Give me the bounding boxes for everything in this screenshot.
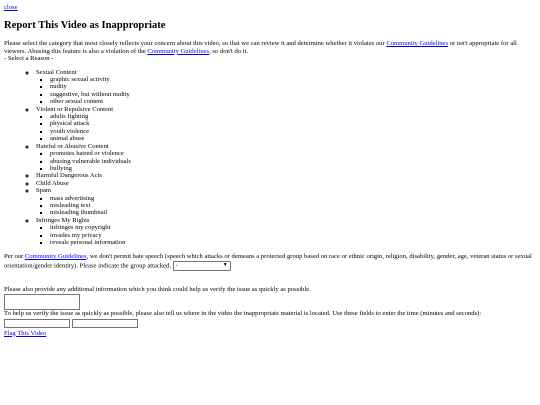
community-guidelines-link-3[interactable]: Community Guidelines — [24, 253, 87, 261]
reason-item[interactable] — [36, 180, 536, 187]
subreason-item[interactable]: ▪ physical attack — [50, 120, 536, 127]
subreason-list — [36, 224, 536, 246]
intro-text — [4, 40, 536, 55]
flag-video-link[interactable]: Flag This Video — [4, 329, 47, 337]
reason-list — [4, 69, 536, 247]
subreason-item[interactable]: ▪ adults fighting — [50, 113, 536, 120]
hate-text-part2: , we don't permit hate speech (speech which attacks or demeans a protected group based on race or ethnic origin, religion, disability, gender, age, veteran status or sexual orientation/gender identity). Please indicate the group attacked. — [4, 253, 532, 270]
subreason-item[interactable]: ▪ youth violence — [50, 128, 536, 135]
subreason-item[interactable]: ▪ infringes my copyright — [50, 224, 536, 231]
reason-item[interactable] — [36, 172, 536, 179]
subreason-item[interactable]: ▪ bullying — [50, 165, 536, 172]
reason-label: Child Abuse — [36, 179, 69, 187]
intro-text-part2: or isn't appropriate for all viewers. Abusing this feature is also a violation of the — [4, 40, 517, 55]
subreason-list — [36, 76, 536, 106]
subreason-list — [36, 195, 536, 217]
reason-label: Infringes My Rights — [36, 216, 90, 224]
reason-item[interactable] — [36, 106, 536, 143]
select-reason-label[interactable]: - Select a Reason - — [4, 55, 54, 63]
reason-item[interactable] — [36, 187, 536, 217]
time-hint-text: To help us verify the issue as quickly as possible, please also tell us where in the video the inappropriate material is located. Use these fields to enter the time (minutes and seconds): — [4, 310, 482, 318]
subreason-item[interactable]: ▪ reveals personal information — [50, 239, 536, 246]
reason-item[interactable] — [36, 217, 536, 247]
group-attacked-select-value: - — [175, 262, 178, 269]
subreason-item[interactable]: ▪ animal abuse — [50, 135, 536, 142]
subreason-item[interactable]: ▪ misleading text — [50, 202, 536, 209]
subreason-item[interactable]: ▪ suggestive, but without nudity — [50, 91, 536, 98]
hate-text-part1: Per our — [4, 253, 25, 261]
community-guidelines-link-2[interactable]: Community Guidelines — [147, 47, 210, 55]
intro-text-part3: , so don't do it. — [209, 47, 249, 55]
minutes-input[interactable] — [4, 319, 70, 328]
reason-label: Hateful or Abusive Content — [36, 142, 109, 150]
additional-info-textarea[interactable] — [4, 294, 80, 310]
subreason-item[interactable]: ▪ promotes hatred or violence — [50, 150, 536, 157]
subreason-item[interactable]: ▪ abusing vulnerable individuals — [50, 158, 536, 165]
reason-label: Spam — [36, 187, 52, 195]
subreason-item[interactable]: ▪ nudity — [50, 83, 536, 90]
close-link[interactable]: close — [4, 4, 18, 11]
time-inputs — [4, 319, 536, 328]
reason-item[interactable] — [36, 69, 536, 106]
subreason-item[interactable]: ▪ invades my privacy — [50, 232, 536, 239]
intro-text-part1: Please select the category that most closely reflects your concern about this video, so that we can review it and determine whether it violates our — [4, 40, 387, 48]
subreason-list — [36, 150, 536, 172]
subreason-list — [36, 113, 536, 143]
group-attacked-select[interactable] — [173, 261, 231, 271]
reason-label: Sexual Content — [36, 68, 77, 76]
seconds-input[interactable] — [72, 319, 138, 328]
hate-speech-text — [4, 253, 536, 270]
subreason-item[interactable]: ▪ graphic sexual activity — [50, 76, 536, 83]
subreason-item[interactable]: ▪ mass advertising — [50, 195, 536, 202]
subreason-item[interactable]: ▪ other sexual content — [50, 98, 536, 105]
community-guidelines-link-1[interactable]: Community Guidelines — [386, 40, 449, 48]
subreason-item[interactable]: ▪ misleading thumbnail — [50, 209, 536, 216]
reason-label: Violent or Repulsive Content — [36, 105, 114, 113]
page-title: Report This Video as Inappropriate — [4, 20, 166, 32]
chevron-down-icon: ▼ — [222, 262, 228, 268]
additional-info-label: Please also provide any additional information which you think could help us verify the issue as quickly as possible. — [4, 285, 311, 293]
reason-item[interactable] — [36, 143, 536, 173]
reason-label: Harmful Dangerous Acts — [36, 172, 102, 180]
